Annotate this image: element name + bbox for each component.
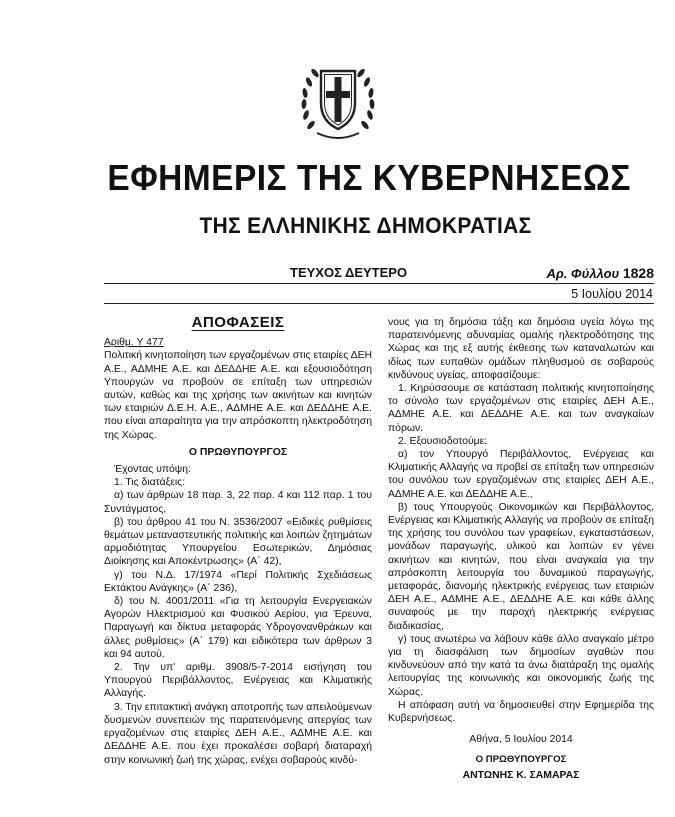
signature-name: ΑΝΤΩΝΗΣ Κ. ΣΑΜΑΡΑΣ <box>462 769 580 781</box>
section-title: ΑΠΟΦΑΣΕΙΣ <box>191 314 285 331</box>
paragraph: 3. Την επιτακτική ανάγκη αποτροπής των απειλούμενων δυσμενών συνεπειών της παρατεινόμενης απεργίας των εργαζομένων στις εταιρίες ΔΕΗ Α.Ε., ΑΔΜΗΕ Α.Ε. και ΔΕΔΔΗΕ Α.Ε. που έχει προκαλέσει σοβαρή διαταραχή στην κοινωνική ζωή της χώρας, ενέχει σοβαρούς κινδύ- <box>104 701 372 766</box>
paragraph: νους για τη δημόσια τάξη και δημόσια υγεία λόγω της παρατεινόμενης αδυναμίας ομαλής ηλεκτροδότησης της Χώρας και της εξ αυτής έκθεσης των καταναλωτών και ιδίως των ευπαθών ομάδων πληθυσμού σε σοβαρούς κινδύνους υγείας, αποφασίζουμε: <box>388 317 654 381</box>
decision-reference: Αριθμ. Υ 477 <box>104 337 164 349</box>
paragraph: 1. Τις διατάξεις: <box>114 477 186 489</box>
paragraph: β) του άρθρου 41 του Ν. 3536/2007 «Ειδικές ρυθμίσεις θεμάτων μεταναστευτικής πολιτικής και λοιπών ζητημάτων αρμοδιότητας Υπουργείου Εσωτερικών, Δημόσιας Διοίκησης και Αποκέντρωσης» (Α΄ 42), <box>104 516 372 568</box>
decision-summary: Πολιτική κινητοποίηση των εργαζομένων στις εταιρίες ΔΕΗ Α.Ε., ΑΔΜΗΕ Α.Ε. και ΔΕΔΔΗΕ Α.Ε. και εξουσιοδότηση Υπουργών να προβούν σε επίταξη των υπηρεσιών αυτών, καθώς και της χρήσης των ακινήτων και κινητών των εταιριών Δ.Ε.Η. Α.Ε., ΑΔΜΗΕ Α.Ε. και ΔΕΔΔΗΕ Α.Ε. που είναι απαραίτητα για την απρόσκοπτη ηλεκτροδότηση της Χώρας. <box>104 350 372 441</box>
sheet-number <box>546 265 654 281</box>
header-rule-top <box>104 283 654 284</box>
paragraph: α) των άρθρων 18 παρ. 3, 22 παρ. 4 και 112 παρ. 1 του Συντάγματος, <box>104 490 372 515</box>
left-column <box>104 316 372 767</box>
paragraph: α) τον Υπουργό Περιβάλλοντος, Ενέργειας και Κλιματικής Αλλαγής να προβεί σε επίταξη των υπηρεσιών του συνόλου των εργαζομένων στις εταιρίες ΔΕΗ Α.Ε., ΑΔΜΗΕ Α.Ε. και ΔΕΔΔΗΕ Α.Ε., <box>388 449 654 500</box>
greek-coat-of-arms-emblem <box>297 55 379 143</box>
place-date: Αθήνα, 5 Ιουλίου 2014 <box>469 734 573 746</box>
right-column <box>388 316 654 782</box>
paragraph: β) τους Υπουργούς Οικονομικών και Περιβάλλοντος, Ενέργειας και Κλιματικής Αλλαγής να προβούν σε επίταξη της χρήσης του συνόλου των γραφείων, εγκαταστάσεων, μονάδων παραγωγής, υλικού και λοιπών εν γένει ακινήτων και κινητών, που είναι αναγκαία για την απρόσκοπτη λειτουργία του δυναμικού παραγωγής, μεταφοράς, διανομής ηλεκτρικής ενέργειας των εταιριών ΔΕΗ Α.Ε., ΑΔΜΗΕ Α.Ε., ΔΕΔΔΗΕ Α.Ε. και κάθε άλλης συναφούς με την παροχή ηλεκτρικής ενέργειας διαδικασίας, <box>388 501 654 632</box>
paragraph: 2. Εξουσιοδοτούμε: <box>398 435 488 447</box>
issue-label: ΤΕΥΧΟΣ ΔΕΥΤΕΡΟ <box>290 265 408 280</box>
paragraph: δ) του Ν. 4001/2011 «Για τη λειτουργία Ενεργειακών Αγορών Ηλεκτρισμού και Φυσικού Αερίου, για Έρευνα, Παραγωγή και δίκτυα μεταφοράς Υδρογονανθράκων και άλλες ρυθμίσεις» (Α΄ 179) και ειδικότερα των άρθρων 3 και 94 αυτού. <box>104 596 372 660</box>
paragraph: 2. Την υπ' αριθμ. 3908/5-7-2014 εισήγηση του Υπουργού Περιβάλλοντος, Ενέργειας και Κλιματικής Αλλαγής. <box>104 662 372 700</box>
sheet-number-label: Αρ. Φύλλου <box>546 266 620 281</box>
prime-minister-heading: Ο ΠΡΩΘΥΠΟΥΡΓΟΣ <box>188 446 288 458</box>
paragraph: Έχοντας υπόψη: <box>114 464 191 476</box>
signature-role: Ο ΠΡΩΘΥΠΟΥΡΓΟΣ <box>475 753 567 765</box>
issue-date: 5 Ιουλίου 2014 <box>571 287 653 301</box>
issue-row <box>104 265 654 285</box>
paragraph: γ) του Ν.Δ. 17/1974 «Περί Πολιτικής Σχεδιάσεως Εκτάκτου Ανάγκης» (Α΄ 236), <box>104 569 372 594</box>
paragraph: 1. Κηρύσσουμε σε κατάσταση πολιτικής κινητοποίησης το σύνολο των εργαζομένων στις εταιρίες ΔΕΗ Α.Ε., ΑΔΜΗΕ Α.Ε. και ΔΕΔΔΗΕ Α.Ε. και των αναγκαίων πόρων. <box>388 383 654 434</box>
gazette-subtitle: ΤΗΣ ΕΛΛΗΝΙΚΗΣ ΔΗΜΟΚΡΑΤΙΑΣ <box>199 213 532 238</box>
sheet-number-value: 1828 <box>622 265 654 281</box>
gazette-title: ΕΦΗΜΕΡΙΣ ΤΗΣ ΚΥΒΕΡΝΗΣΕΩΣ <box>107 157 631 198</box>
paragraph: γ) τους ανωτέρω να λάβουν κάθε άλλο αναγκαίο μέτρο για τη διασφάλιση των δημοσίων αγαθών που κινδυνεύουν από την κατά τα άνω διατάραξη της ομαλής λειτουργίας της κοινωνικής και οικονομικής ζωής της Χώρας. <box>388 633 654 698</box>
paragraph: Η απόφαση αυτή να δημοσιευθεί στην Εφημερίδα της Κυβερνήσεως. <box>388 699 654 725</box>
header-rule-bottom <box>104 303 654 304</box>
